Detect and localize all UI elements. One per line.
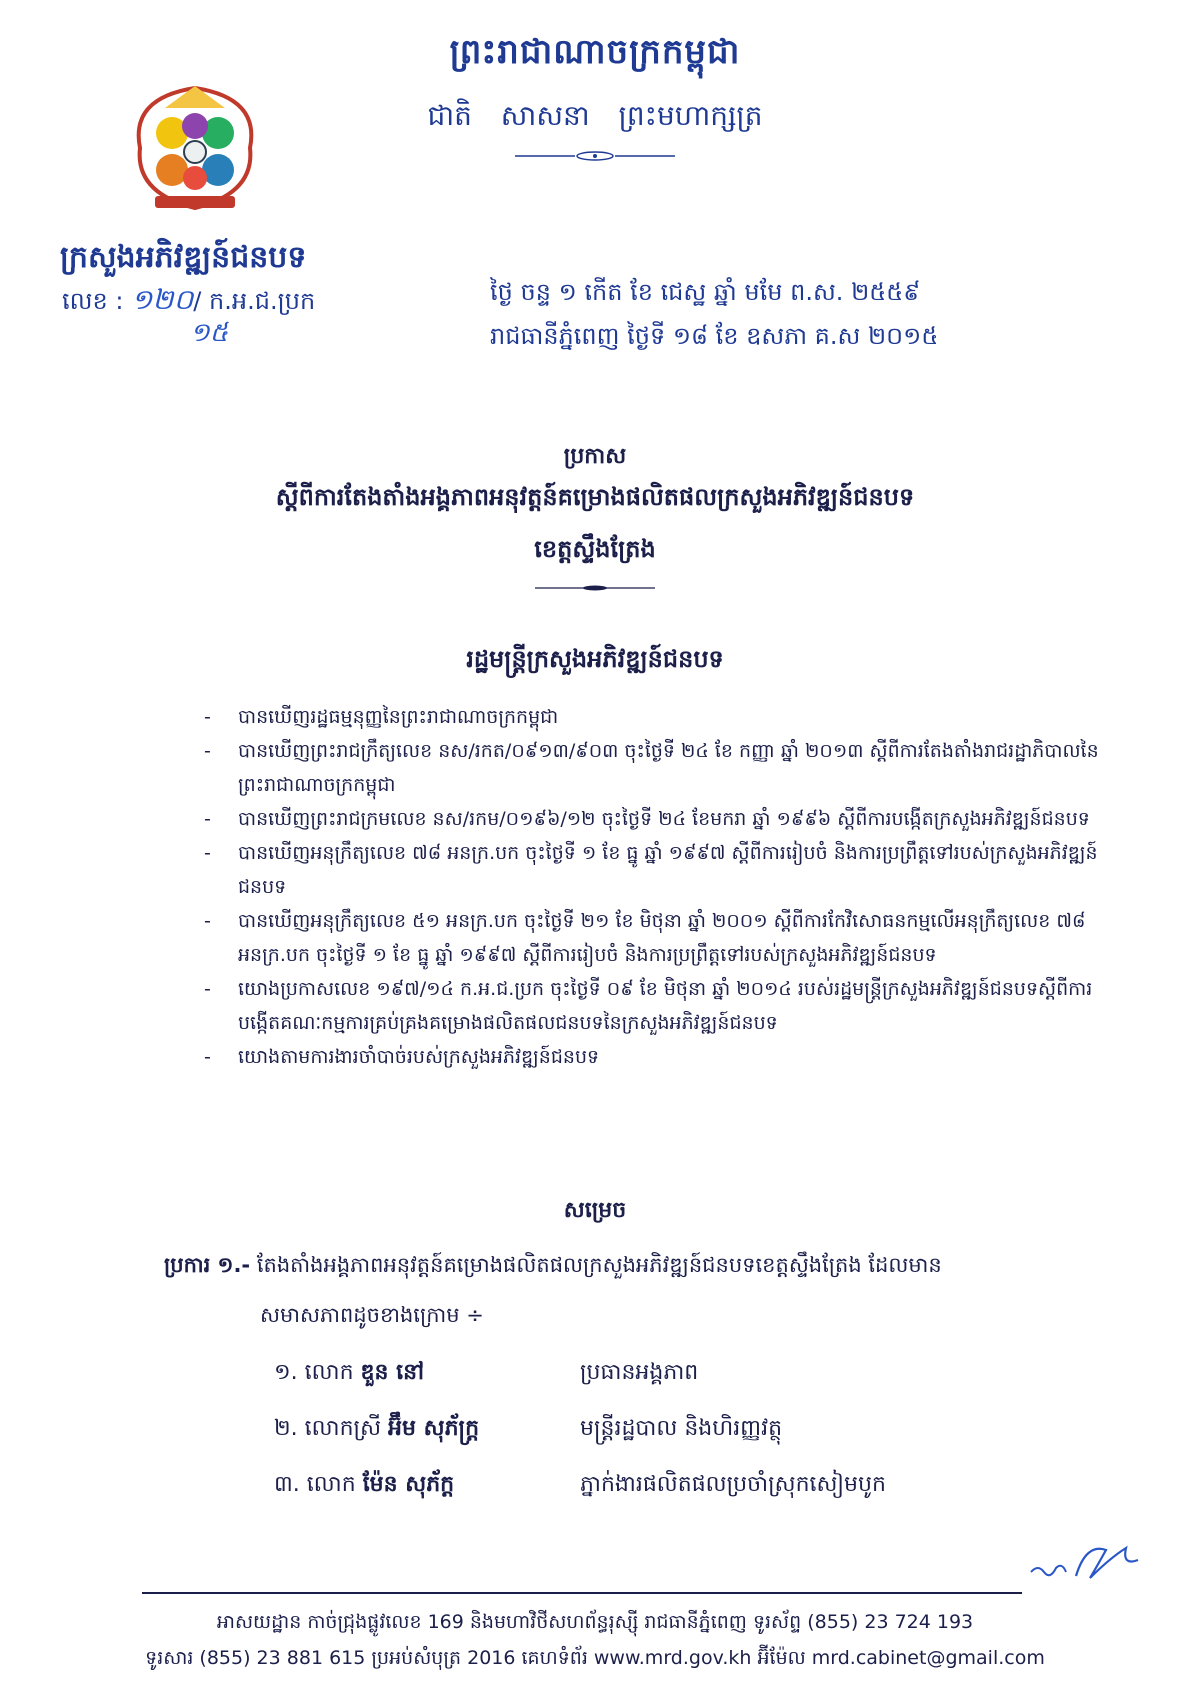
- solar-date: រាជធានីភ្នំពេញ ថ្ងៃទី ១៨ ខែ ឧសភា គ.ស ២០១៥: [490, 322, 939, 350]
- ornament-divider-icon: [515, 151, 675, 161]
- national-motto: ជាតិ សាសនា ព្រះមហាក្សត្រ: [427, 99, 763, 132]
- lunar-date: ថ្ងៃ ចន្ទ ១ កើត ខែ ជេស្ឋ ឆ្នាំ មមែ ព.ស. ២៥៥៩: [490, 278, 921, 306]
- document-subject: ស្តីពីការតែងតាំងអង្គភាពអនុវត្តន៍គម្រោងផលិតផលក្រសួងអភិវឌ្ឍន៍ជនបទ: [275, 483, 915, 511]
- member-list: [274, 1358, 1074, 1526]
- ref-suffix: ក.អ.ជ.ប្រក: [209, 287, 316, 315]
- member-title: លោក: [304, 1360, 354, 1385]
- footer-contact: ទូរសារ (855) 23 881 615 ប្រអប់សំបុត្រ 2016 គេហទំព័រ www.mrd.gov.kh អ៊ីម៉ែល mrd.cabinet@gmail.com: [145, 1647, 1045, 1669]
- reference-item: - បានឃើញអនុក្រឹត្យលេខ ៧៨ អនក្រ.បក ចុះថ្ងៃទី ១ ខែ ធ្នូ ឆ្នាំ ១៩៩៧ ស្តីពីការរៀបចំ និងការប្រព្រឹត្តទៅរបស់ក្រសួងអភិវឌ្ឍន៍ជនបទ: [204, 836, 1104, 904]
- document-type: ប្រកាស: [563, 444, 627, 469]
- member-row: [274, 1470, 1074, 1526]
- member-row: [274, 1414, 1074, 1470]
- decision-heading: សម្រេច: [563, 1198, 627, 1223]
- ref-number-handwritten: ១២០: [131, 283, 194, 316]
- footer-address: អាសយដ្ឋាន កាច់ជ្រុងផ្លូវលេខ 169 និងមហាវិថីសហព័ន្ធរុស្ស៊ី រាជធានីភ្នំពេញ ទូរស័ព្ទ (855) 23 724 193: [216, 1611, 974, 1633]
- reference-item: - បានឃើញរដ្ឋធម្មនុញ្ញនៃព្រះរាជាណាចក្រកម្ពុជា: [204, 700, 1104, 734]
- member-title: លោក: [306, 1472, 356, 1497]
- article-continuation: សមាសភាពដូចខាងក្រោម ÷: [260, 1303, 484, 1327]
- member-name: ឌួន នៅ: [360, 1360, 425, 1385]
- reference-item: - យោងតាមការងារចាំបាច់របស់ក្រសួងអភិវឌ្ឍន៍ជនបទ: [204, 1040, 1104, 1074]
- member-number: ២.: [274, 1416, 298, 1441]
- member-title: លោកស្រី: [304, 1416, 382, 1441]
- member-name: អ៊ឹម សុភ័ក្ត្រ: [388, 1416, 480, 1441]
- article-text: តែងតាំងអង្គភាពអនុវត្តន៍គម្រោងផលិតផលក្រសួងអភិវឌ្ឍន៍ជនបទខេត្តស្ទឹងត្រែង ដែលមាន: [256, 1253, 942, 1277]
- member-role: មន្ត្រីរដ្ឋបាល និងហិរញ្ញវត្ថុ: [580, 1416, 783, 1441]
- member-name: ម៉ែន សុភ័ក្ត: [362, 1472, 455, 1497]
- member-number: ៣.: [274, 1472, 300, 1497]
- issuing-authority: រដ្ឋមន្ត្រីក្រសួងអភិវឌ្ឍន៍ជនបទ: [466, 645, 724, 673]
- reference-item: - បានឃើញអនុក្រឹត្យលេខ ៥១ អនក្រ.បក ចុះថ្ងៃទី ២១ ខែ មិថុនា ឆ្នាំ ២០០១ ស្តីពីការកែវិសោធនកម្មលើអនុក្រឹត្យលេខ ៧៨ អនក្រ.បក ចុះថ្ងៃទី ១ ខែ ធ្នូ ឆ្នាំ ១៩៩៧ ស្តីពីការរៀបចំ និងការប្រព្រឹត្តទៅរបស់ក្រសួងអភិវឌ្ឍន៍ជនបទ: [204, 904, 1104, 972]
- ref-label: លេខ :: [62, 287, 124, 315]
- title-divider-icon: [535, 584, 655, 592]
- signature-icon: [1026, 1538, 1146, 1584]
- reference-item: - បានឃើញព្រះរាជក្រឹត្យលេខ នស/រកត/០៩១៣/៩០៣ ចុះថ្ងៃទី ២៤ ខែ កញ្ញា ឆ្នាំ ២០១៣ ស្តីពីការតែងតាំងរាជរដ្ឋាភិបាលនៃព្រះរាជាណាចក្រកម្ពុជា: [204, 734, 1104, 802]
- kingdom-title: ព្រះរាជាណាចក្រកម្ពុជា: [449, 32, 741, 72]
- footer-rule: [142, 1592, 1022, 1594]
- ministry-name: ក្រសួងអភិវឌ្ឍន៍ជនបទ: [60, 240, 307, 275]
- ref-year-handwritten: ១៥: [190, 318, 229, 348]
- article-1: [164, 1240, 1084, 1340]
- document-province: ខេត្តស្ទឹងត្រែង: [534, 535, 656, 563]
- member-role: ប្រធានអង្គភាព: [580, 1360, 699, 1385]
- ministry-logo-icon: [120, 78, 270, 218]
- date-block: [490, 270, 938, 358]
- member-row: [274, 1358, 1074, 1414]
- article-label: ប្រការ ១.-: [164, 1253, 251, 1277]
- reference-item: - បានឃើញព្រះរាជក្រមលេខ នស/រកម/០១៩៦/១២ ចុះថ្ងៃទី ២៤ ខែមករា ឆ្នាំ ១៩៩៦ ស្តីពីការបង្កើតក្រសួងអភិវឌ្ឍន៍ជនបទ: [204, 802, 1104, 836]
- member-number: ១.: [274, 1360, 298, 1385]
- member-role: ភ្នាក់ងារផលិតផលប្រចាំស្រុកសៀមបូក: [580, 1472, 886, 1497]
- legal-references: [204, 700, 1104, 1074]
- reference-item: - យោងប្រកាសលេខ ១៩៧/១៤ ក.អ.ជ.ប្រក ចុះថ្ងៃទី ០៩ ខែ មិថុនា ឆ្នាំ ២០១៤ របស់រដ្ឋមន្ត្រីក្រសួងអភិវឌ្ឍន៍ជនបទស្តីពីការបង្កើតគណៈកម្មការគ្រប់គ្រងគម្រោងផលិតផលជនបទនៃក្រសួងអភិវឌ្ឍន៍ជនបទ: [204, 972, 1104, 1040]
- reference-number: លេខ : ១២០/ ក.អ.ជ.ប្រក ១៥: [62, 282, 315, 323]
